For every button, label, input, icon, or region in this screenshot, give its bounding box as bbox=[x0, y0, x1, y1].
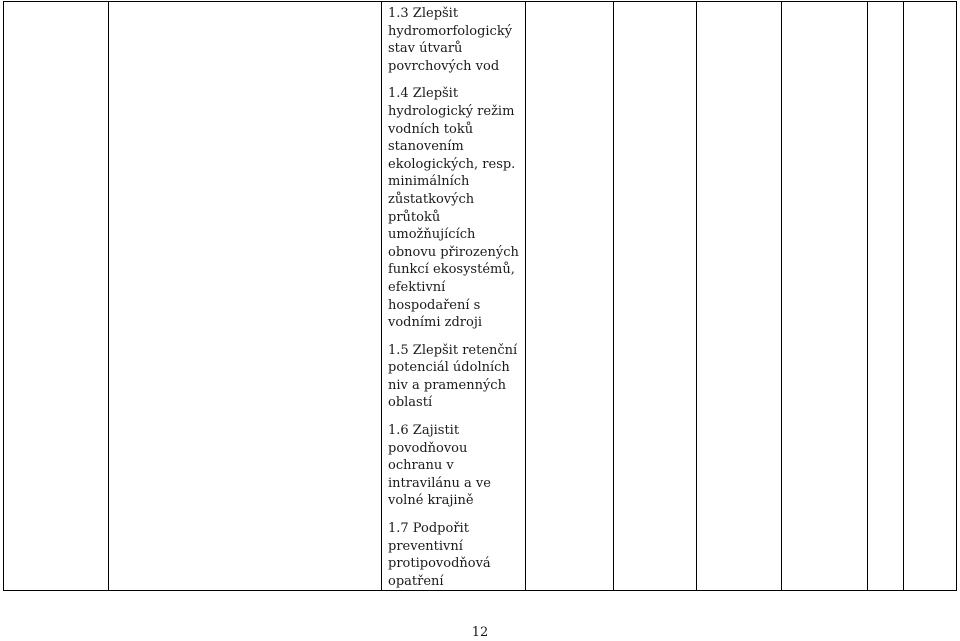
table-cell-empty bbox=[109, 2, 382, 591]
table-cell-empty bbox=[697, 2, 782, 591]
goal-1-6: 1.6 Zajistit povodňovou ochranu v intravilánu a ve volné krajině bbox=[388, 423, 491, 509]
table-cell-empty bbox=[526, 2, 614, 591]
goal-1-4: 1.4 Zlepšit hydrologický režim vodních toků stanovením ekologických, resp. minimálních zůstatkových průtoků umožňujících obnovu přirozených funkcí ekosystémů, efektivní hospodaření s vodními zdroji bbox=[388, 86, 519, 331]
goal-1-3: 1.3 Zlepšit hydromorfologický stav útvarů povrchových vod bbox=[388, 6, 513, 74]
goals-cell bbox=[382, 2, 526, 591]
table-cell-empty bbox=[614, 2, 697, 591]
goal-1-5: 1.5 Zlepšit retenční potenciál údolních niv a pramenných oblastí bbox=[388, 342, 518, 411]
goal-1-7: 1.7 Podpořit preventivní protipovodňová opatření bbox=[388, 521, 491, 589]
table-cell-empty bbox=[904, 2, 957, 591]
page-number: 12 bbox=[471, 625, 489, 640]
goals-list bbox=[382, 2, 525, 590]
table-cell-empty bbox=[4, 2, 109, 591]
table-row bbox=[4, 2, 957, 591]
strategy-table bbox=[3, 1, 957, 591]
table-cell-empty bbox=[782, 2, 868, 591]
table-cell-empty bbox=[868, 2, 904, 591]
